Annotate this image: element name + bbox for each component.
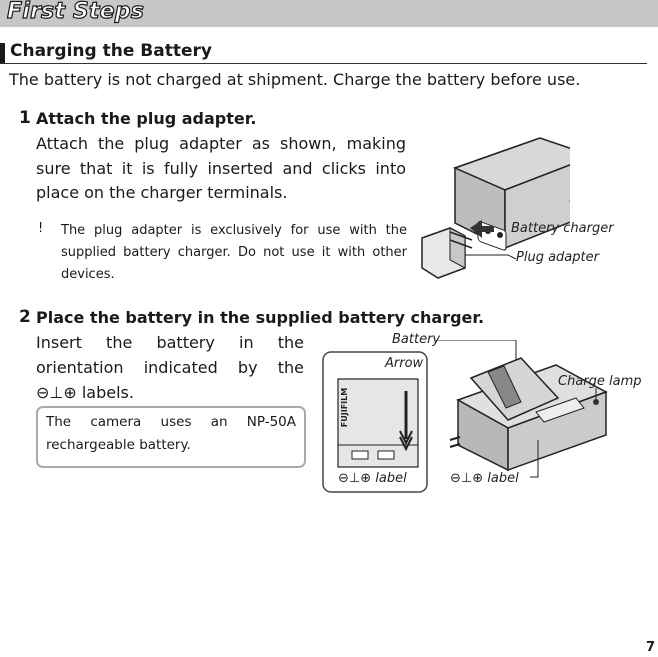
step-1-body: Attach the plug adapter as shown, making sure that it is fully inserted and clicks into place on the charger terminals. — [36, 134, 406, 202]
step-1-note: The plug adapter is exclusively for use with the supplied battery charger. Do not use it with other devices. — [61, 223, 407, 282]
intro-text: The battery is not charged at shipment. Charge the battery before use. — [9, 70, 581, 89]
section-title: Charging the Battery — [10, 41, 212, 61]
battery-caption: Battery — [392, 332, 441, 347]
battery-brand-text: FUJIFILM — [340, 387, 350, 428]
battery-type-note-box — [36, 406, 306, 468]
plug-adapter-caption: Plug adapter — [516, 250, 599, 265]
charger-battery-illustration — [436, 340, 616, 480]
caution-icon: ! — [38, 221, 44, 236]
step-1-heading: Attach the plug adapter. — [36, 109, 257, 128]
battery-charger-caption: Battery charger — [511, 221, 614, 236]
label-caption-left: ⊖⊥⊕ label — [338, 471, 407, 486]
step-2-body: Insert the battery in the orientation indicated by the ⊖⊥⊕ labels. — [36, 333, 304, 402]
label-caption-right: ⊖⊥⊕ label — [450, 471, 519, 486]
page-number: 7 — [645, 640, 655, 655]
chapter-header — [0, 0, 658, 27]
battery-type-note: The camera uses an NP-50A rechargeable battery. — [46, 414, 296, 453]
step-1-number: 1 — [19, 108, 31, 128]
section-bar — [0, 43, 5, 63]
charge-lamp-caption: Charge lamp — [558, 374, 642, 389]
step-2-heading: Place the battery in the supplied battery charger. — [36, 308, 485, 327]
chapter-title: First Steps — [7, 0, 145, 24]
step-2-number: 2 — [19, 307, 31, 327]
section-heading — [0, 41, 647, 64]
arrow-caption: Arrow — [385, 356, 424, 371]
